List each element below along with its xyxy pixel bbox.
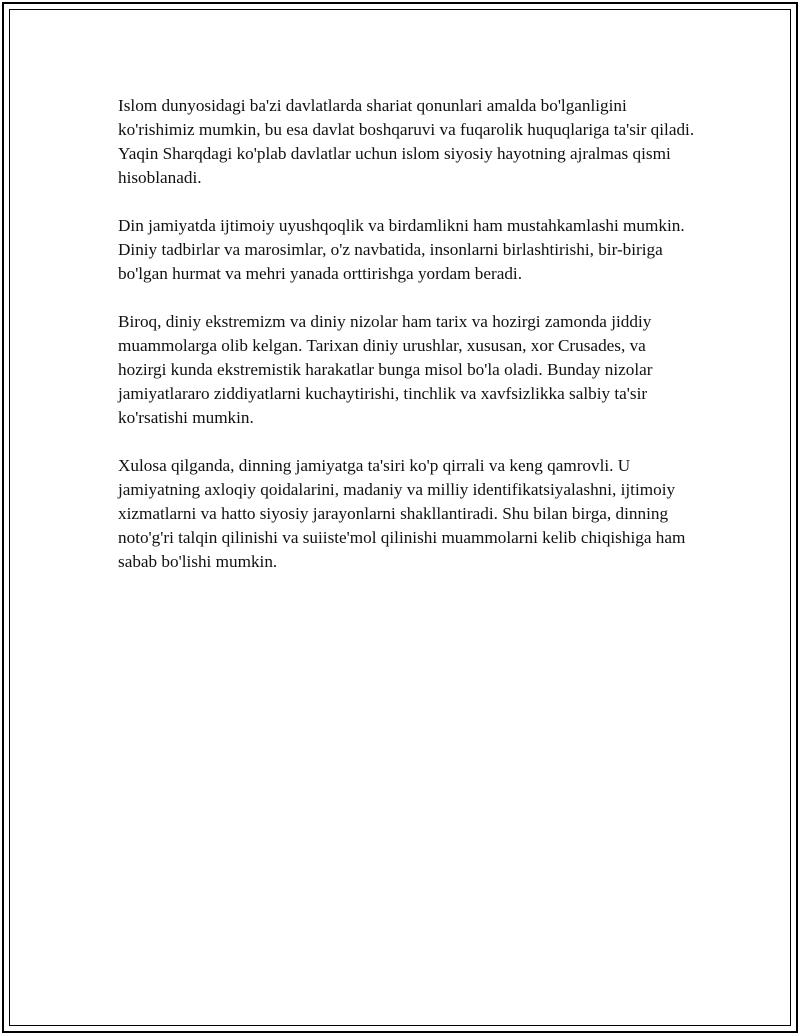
paragraph-1: Islom dunyosidagi ba'zi davlatlarda shariat qonunlari amalda bo'lganligini ko'rishimiz mumkin, bu esa davlat boshqaruvi va fuqarolik huquqlariga ta'sir qiladi. Yaqin Sharqdagi ko'plab davlatlar uchun islom siyosiy hayotning ajralmas qismi hisoblanadi. [118,96,695,187]
paragraph-3: Biroq, diniy ekstremizm va diniy nizolar ham tarix va hozirgi zamonda jiddiy muammolarga olib kelgan. Tarixan diniy urushlar, xususan, xor Crusades, va hozirgi kunda ekstremistik harakatlar bunga misol bo'la oladi. Bunday nizolar jamiyatlararo ziddiyatlarni kuchaytirishi, tinchlik va xavfsizlikka salbiy ta'sir ko'rsatishi mumkin. [118,312,653,427]
document-body [118,94,698,598]
paragraph-2: Din jamiyatda ijtimoiy uyushqoqlik va birdamlikni ham mustahkamlashi mumkin. Diniy tadbirlar va marosimlar, o'z navbatida, insonlarni birlashtirishi, bir-biriga bo'lgan hurmat va mehri yanada orttirishga yordam beradi. [118,216,685,283]
paragraph-4: Xulosa qilganda, dinning jamiyatga ta'siri ko'p qirrali va keng qamrovli. U jamiyatning axloqiy qoidalarini, madaniy va milliy identifikatsiyalashni, ijtimoiy xizmatlarni va hatto siyosiy jarayonlarni shakllantiradi. Shu bilan birga, dinning noto'g'ri talqin qilinishi va suiiste'mol qilinishi muammolarni kelib chiqishiga ham sabab bo'lishi mumkin. [118,456,686,571]
